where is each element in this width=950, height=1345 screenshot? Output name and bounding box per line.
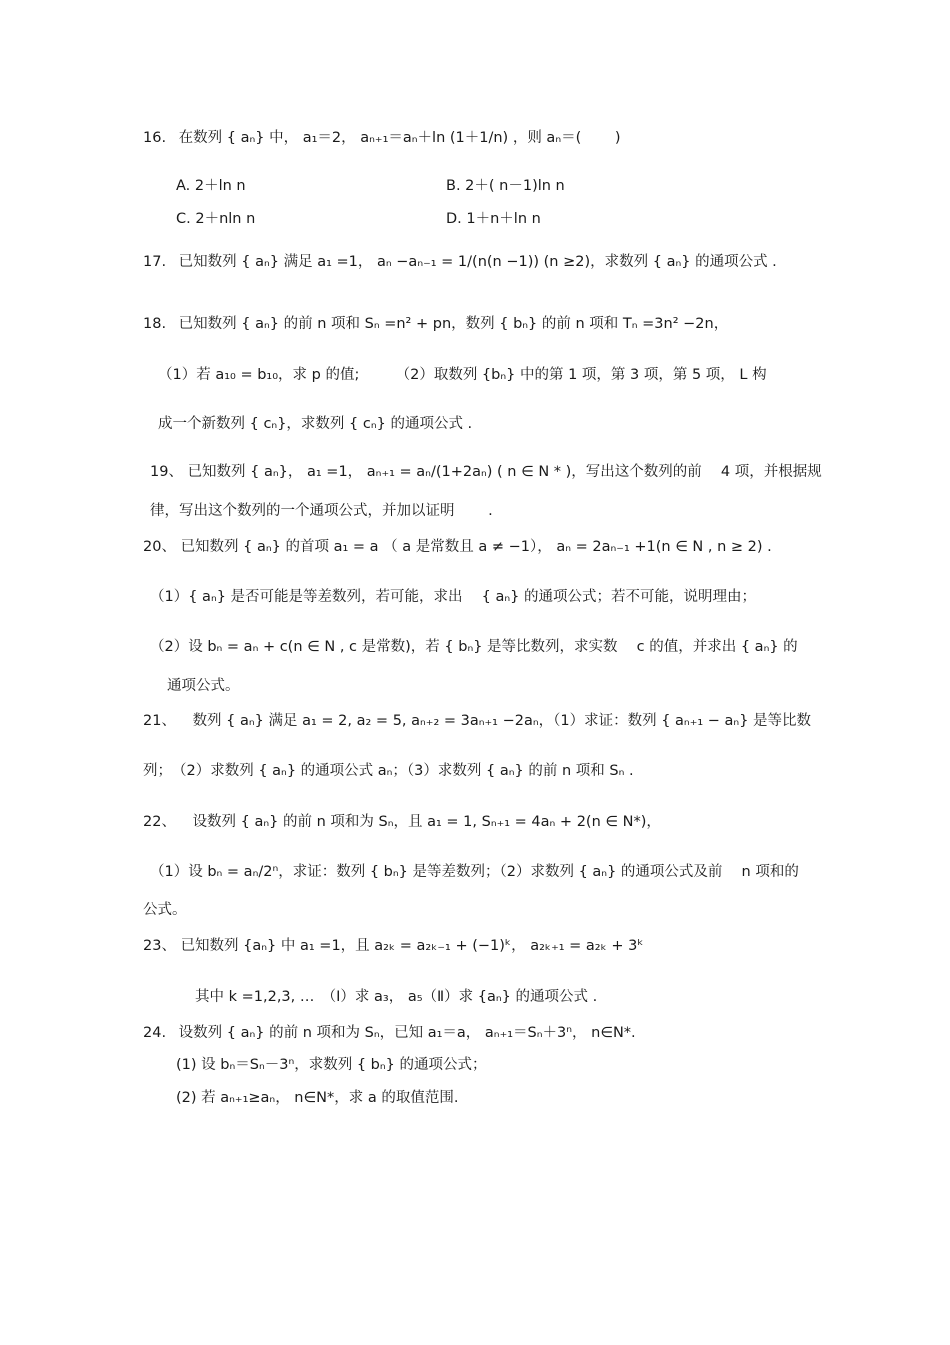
- problem-23: [143, 936, 644, 956]
- problem-number: 21、: [143, 713, 176, 729]
- problem-number: 17.: [143, 254, 167, 270]
- problem-22-cont: 公式。: [143, 902, 187, 918]
- problem-number: 19、: [150, 464, 183, 480]
- problem-number: 24.: [143, 1025, 167, 1041]
- problem-16: [143, 128, 621, 148]
- option-b: B. 2＋( n－1)ln n: [446, 178, 565, 194]
- problem-21-cont: 列； （2）求数列 { aₙ} 的通项公式 aₙ；（3）求数列 { aₙ} 的前 n 项和 Sₙ .: [143, 763, 634, 779]
- problem-22: [143, 812, 661, 832]
- problem-22-part: （1）设 bₙ = aₙ/2ⁿ，求证：数列 { bₙ} 是等差数列；（2）求数列 { aₙ} 的通项公式及前 n 项和的: [150, 864, 799, 880]
- problem-20-part: （2）设 bₙ = aₙ + c(n ∈ N , c 是常数)，若 { bₙ} 是等比数列，求实数 c 的值，并求出 { aₙ} 的: [150, 639, 798, 655]
- problem-20-cont: 通项公式。: [167, 678, 240, 694]
- problem-number: 22、: [143, 814, 176, 830]
- problem-24-part: (2) 若 aₙ₊₁≥aₙ， n∈N*，求 a 的取值范围.: [176, 1090, 459, 1106]
- problem-text: 已知数列 { aₙ} 的首项 a₁ = a （ a 是常数且 a ≠ −1）， aₙ = 2aₙ₋₁ +1(n ∈ N , n ≥ 2) .: [180, 539, 772, 555]
- option-c: C. 2＋nln n: [176, 211, 256, 227]
- problem-text: 设数列 { aₙ} 的前 n 项和为 Sₙ，已知 a₁＝a， aₙ₊₁＝Sₙ＋3ⁿ， n∈N*.: [178, 1025, 636, 1041]
- problem-text: 在数列 { aₙ} 中， a₁＝2， aₙ₊₁＝aₙ＋ln (1＋1/n) ，则 aₙ＝( ): [178, 130, 621, 146]
- problem-24: [143, 1023, 636, 1043]
- problem-number: 16.: [143, 130, 167, 146]
- problem-18-part: （1）若 a₁₀ = b₁₀，求 p 的值; （2）取数列 {bₙ} 中的第 1 项，第 3 项，第 5 项， L 构: [158, 367, 767, 383]
- problem-number: 20、: [143, 539, 176, 555]
- problem-number: 23、: [143, 938, 176, 954]
- problem-20-part: （1）{ aₙ} 是否可能是等差数列，若可能，求出 { aₙ} 的通项公式；若不可能，说明理由；: [150, 589, 756, 605]
- problem-18-part: 成一个新数列 { cₙ}，求数列 { cₙ} 的通项公式 .: [158, 416, 473, 432]
- problem-24-part: (1) 设 bₙ＝Sₙ－3ⁿ，求数列 { bₙ} 的通项公式；: [176, 1057, 487, 1073]
- problem-number: 18.: [143, 316, 167, 332]
- problem-text: 已知数列 { aₙ} 的前 n 项和 Sₙ =n² + pn，数列 { bₙ} 的前 n 项和 Tₙ =3n² −2n，: [178, 316, 729, 332]
- problem-text: 已知数列 { aₙ} 满足 a₁ =1， aₙ −aₙ₋₁ = 1/(n(n −1)) (n ≥2)，求数列 { aₙ} 的通项公式 .: [178, 254, 777, 270]
- problem-20: [143, 537, 772, 557]
- problem-17: [143, 252, 777, 272]
- problem-text: 已知数列 { aₙ}， a₁ =1， aₙ₊₁ = aₙ/(1+2aₙ) ( n ∈ N * )，写出这个数列的前 4 项，并根据规: [187, 464, 822, 480]
- problem-18: [143, 314, 728, 334]
- problem-text: 设数列 { aₙ} 的前 n 项和为 Sₙ，且 a₁ = 1, Sₙ₊₁ = 4aₙ + 2(n ∈ N*)，: [192, 814, 661, 830]
- problem-text: 数列 { aₙ} 满足 a₁ = 2, a₂ = 5, aₙ₊₂ = 3aₙ₊₁ −2aₙ，（1）求证：数列 { aₙ₊₁ − aₙ} 是等比数: [192, 713, 812, 729]
- problem-19: [150, 462, 822, 482]
- problem-19-cont: 律，写出这个数列的一个通项公式，并加以证明 .: [150, 503, 493, 519]
- problem-23-cont: 其中 k =1,2,3, … （Ⅰ）求 a₃， a₅（Ⅱ）求 {aₙ} 的通项公式 .: [195, 989, 598, 1005]
- problem-21: [143, 711, 811, 731]
- problem-text: 已知数列 {aₙ} 中 a₁ =1，且 a₂ₖ = a₂ₖ₋₁ + (−1)ᵏ， a₂ₖ₊₁ = a₂ₖ + 3ᵏ: [180, 938, 644, 954]
- option-a: A. 2＋ln n: [176, 178, 246, 194]
- option-d: D. 1＋n＋ln n: [446, 211, 541, 227]
